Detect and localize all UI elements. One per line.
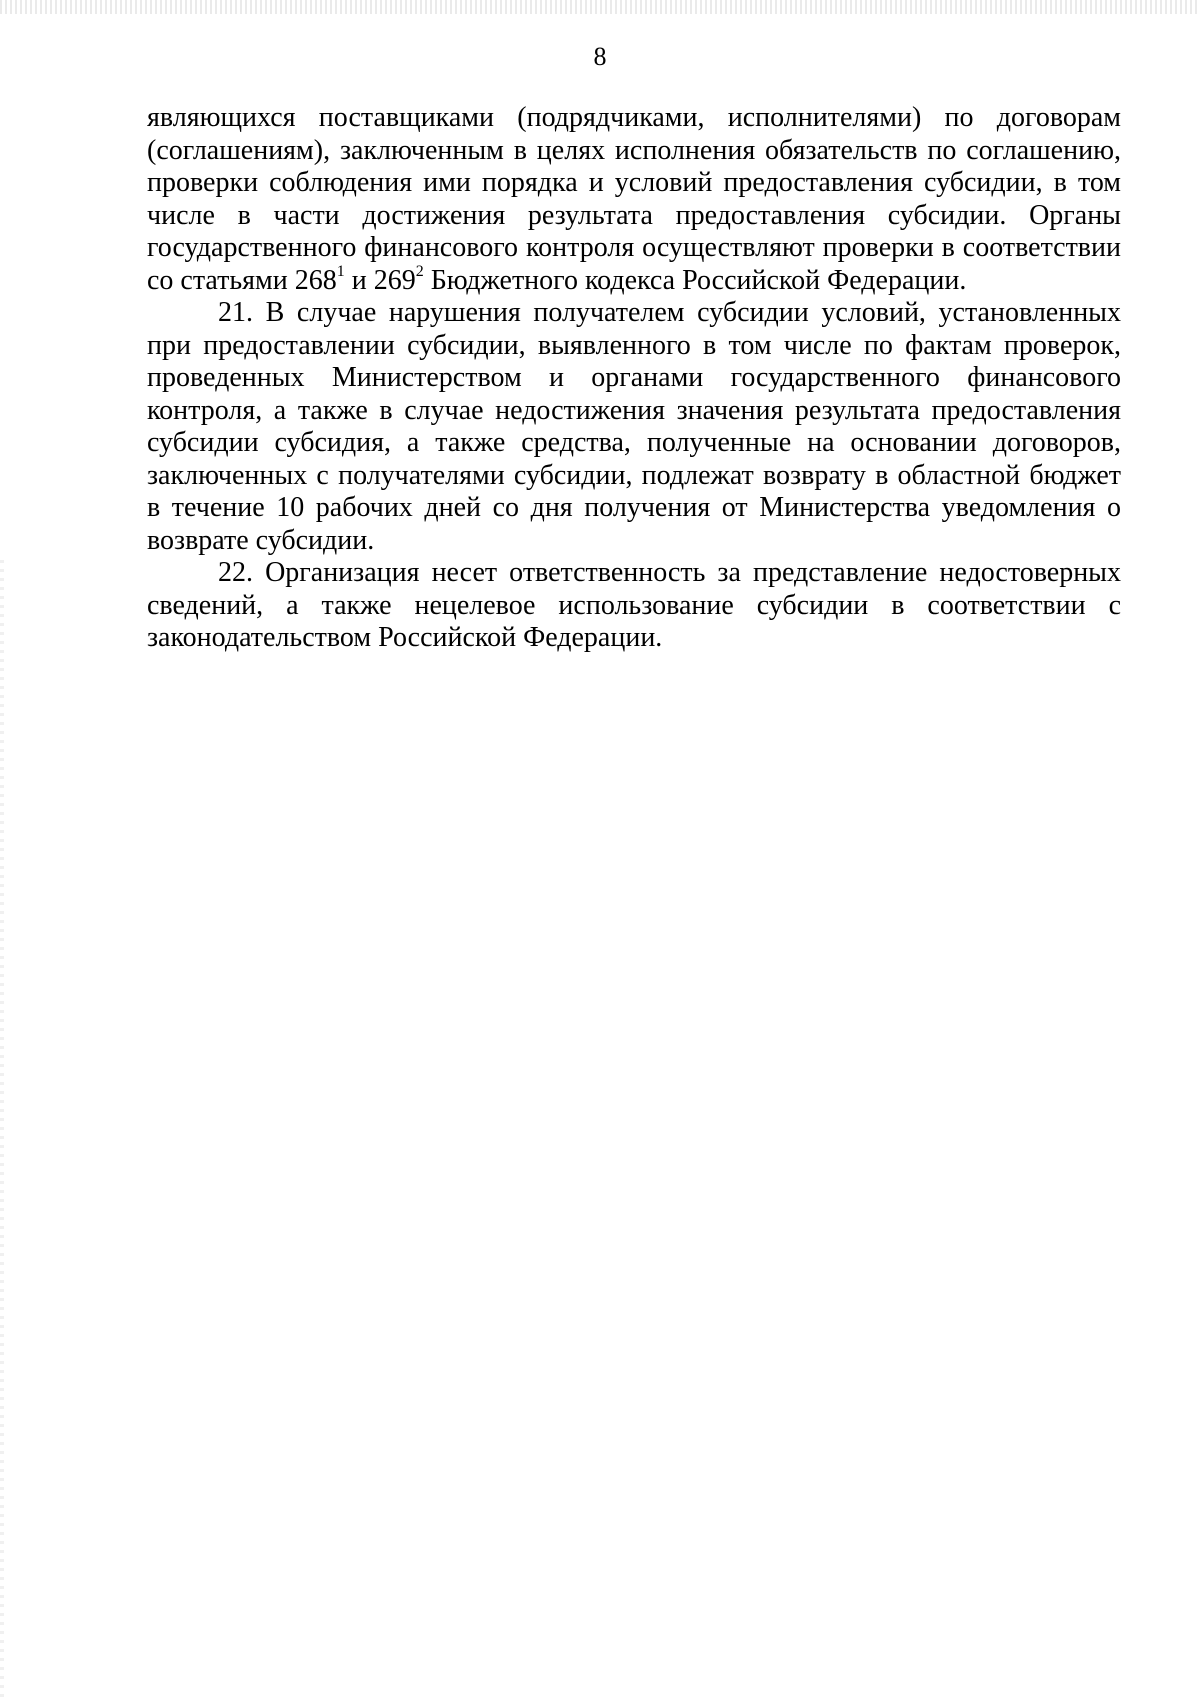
- document-body: [147, 102, 1121, 655]
- paragraph-continuation: [147, 102, 1121, 297]
- page-number: 8: [593, 42, 607, 71]
- scan-noise-left: [0, 560, 4, 1698]
- paragraph-22: 22. Организация несет ответственность за представление недостоверных сведений, а также нецелевое использование субсидии в соответствии с законодательством Российской Федерации.: [147, 557, 1121, 653]
- superscript-2: 2: [415, 263, 424, 281]
- scan-noise-top: [0, 0, 1200, 14]
- superscript-1: 1: [336, 263, 345, 281]
- paragraph-text: и 269: [344, 264, 416, 296]
- paragraph-text: являющихся поставщиками (подрядчиками, исполнителями) по договорам (соглашениям), заключенным в целях исполнения обязательств по соглашению, проверки соблюдения ими порядка и условий предоставления субсидии, в том числе в части достижения результата предоставления субсидии. Органы государственного финансового контроля осуществляют проверки в соответствии со статьями 268: [147, 102, 1121, 296]
- paragraph-21: 21. В случае нарушения получателем субсидии условий, установленных при предоставлении субсидии, выявленного в том числе по фактам проверок, проведенных Министерством и органами государственного финансового контроля, а также в случае недостижения значения результата предоставления субсидии субсидия, а также средства, полученные на основании договоров, заключенных с получателями субсидии, подлежат возврату в областной бюджет в течение 10 рабочих дней со дня получения от Министерства уведомления о возврате субсидии.: [147, 297, 1121, 556]
- paragraph-text: Бюджетного кодекса Российской Федерации.: [423, 264, 967, 296]
